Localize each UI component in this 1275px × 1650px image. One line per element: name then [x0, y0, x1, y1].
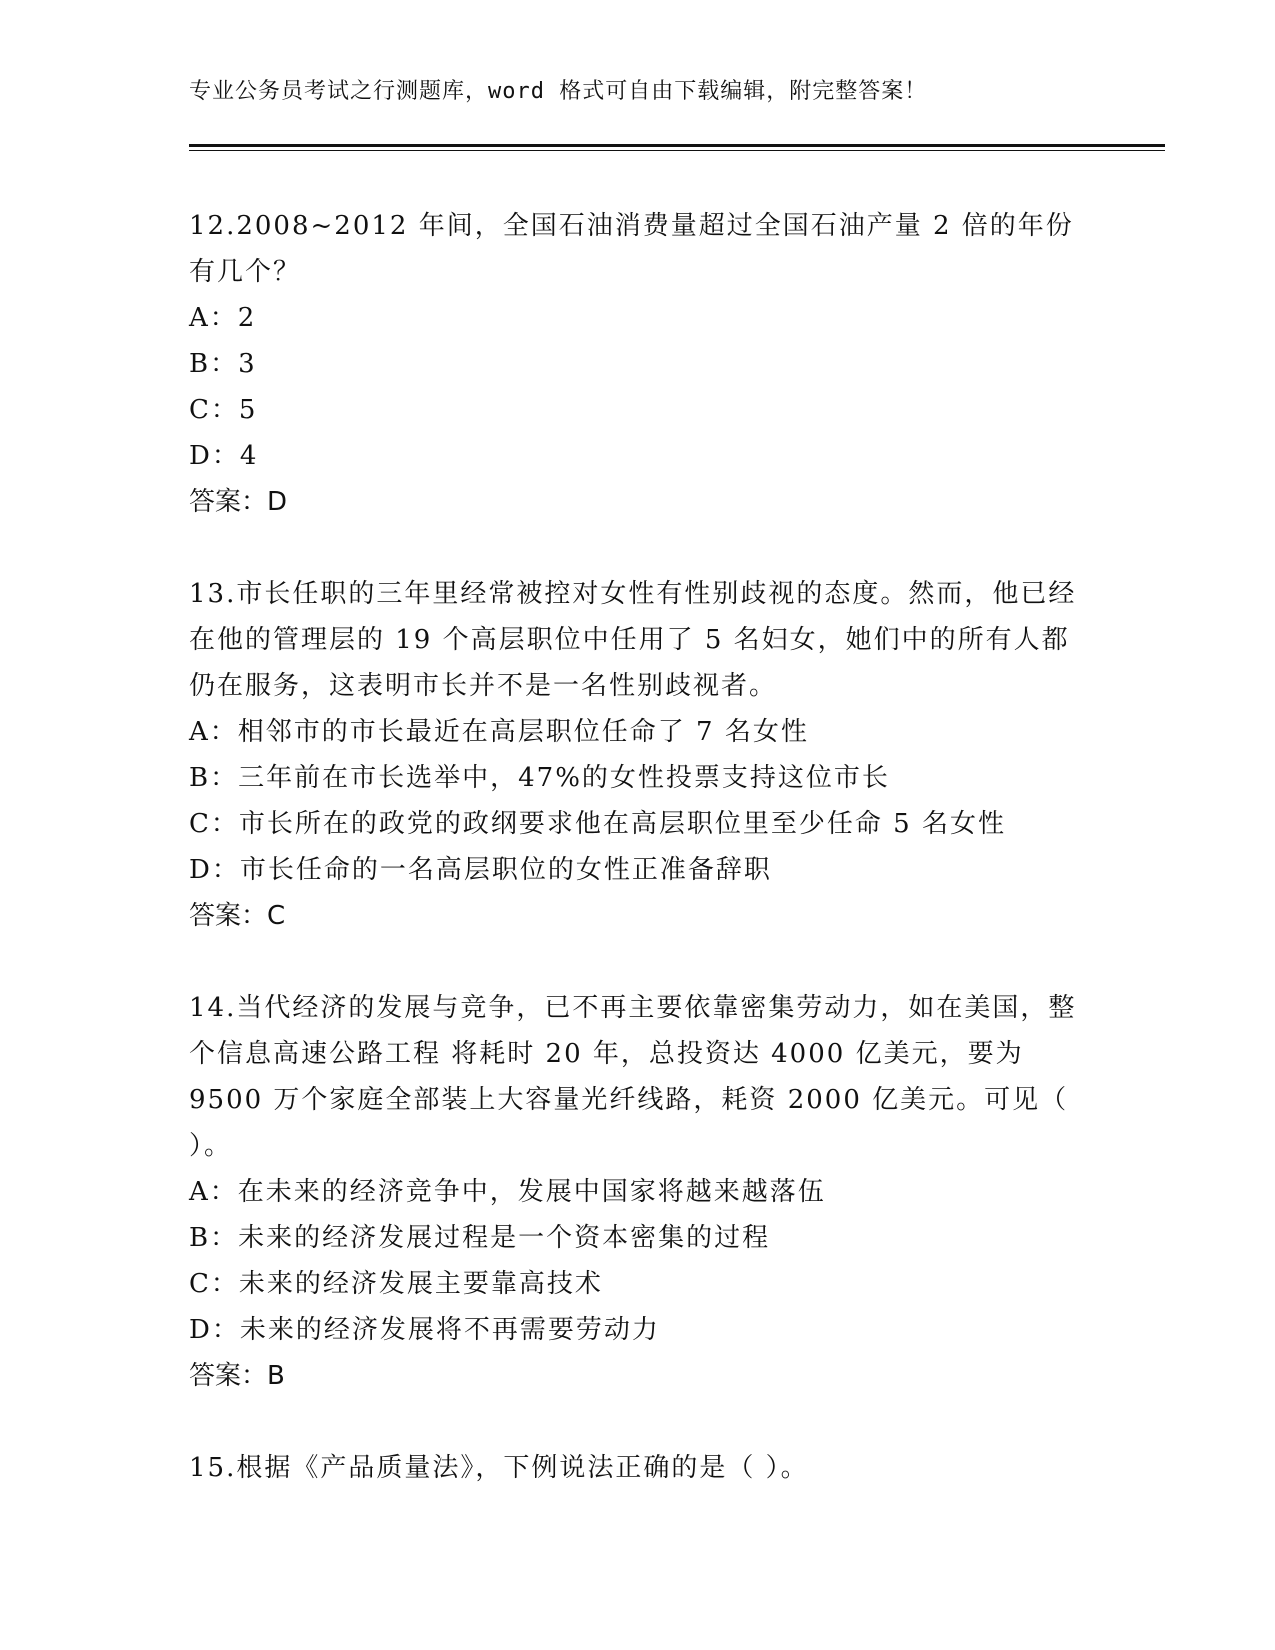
option-b: B：未来的经济发展过程是一个资本密集的过程: [189, 1223, 771, 1253]
option-d: D：4: [189, 441, 259, 471]
question-spacer: [189, 525, 1089, 571]
question-12: [189, 203, 1089, 525]
question-spacer: [189, 939, 1089, 985]
question-stem: 14.当代经济的发展与竞争，已不再主要依靠密集劳动力，如在美国，整个信息高速公路工程 将耗时 20 年，总投资达 4000 亿美元，要为 9500 万个家庭全部装上大容量光纤线路，耗资 2000 亿美元。可见（ ）。: [189, 993, 1077, 1161]
option-a: A：相邻市的市长最近在高层职位任命了 7 名女性: [189, 717, 809, 747]
answer-line: 答案：D: [189, 487, 288, 517]
option-c: C：市长所在的政党的政纲要求他在高层职位里至少任命 5 名女性: [189, 809, 1006, 839]
option-b: B：3: [189, 349, 257, 379]
question-14: [189, 985, 1089, 1399]
option-c: C：未来的经济发展主要靠高技术: [189, 1269, 603, 1299]
answer-line: 答案：B: [189, 1361, 285, 1391]
question-13: [189, 571, 1089, 939]
option-b: B：三年前在市长选举中，47%的女性投票支持这位市长: [189, 763, 890, 793]
header-divider: [189, 144, 1165, 147]
question-stem: 15.根据《产品质量法》，下例说法正确的是（ ）。: [189, 1453, 809, 1483]
question-stem: 13.市长任职的三年里经常被控对女性有性别歧视的态度。然而，他已经在他的管理层的 19 个高层职位中任用了 5 名妇女，她们中的所有人都仍在服务，这表明市长并不是一名性别歧视者。: [189, 579, 1077, 701]
option-a: A：在未来的经济竞争中，发展中国家将越来越落伍: [189, 1177, 826, 1207]
question-list: [189, 203, 1089, 1491]
option-c: C：5: [189, 395, 258, 425]
page-header: 专业公务员考试之行测题库，word 格式可自由下载编辑，附完整答案！: [189, 79, 928, 104]
question-spacer: [189, 1399, 1089, 1445]
answer-line: 答案：C: [189, 901, 286, 931]
option-d: D：未来的经济发展将不再需要劳动力: [189, 1315, 660, 1345]
question-15: [189, 1445, 1089, 1491]
option-d: D：市长任命的一名高层职位的女性正准备辞职: [189, 855, 772, 885]
question-stem: 12.2008~2012 年间，全国石油消费量超过全国石油产量 2 倍的年份有几个？: [189, 211, 1074, 287]
option-a: A：2: [189, 303, 257, 333]
